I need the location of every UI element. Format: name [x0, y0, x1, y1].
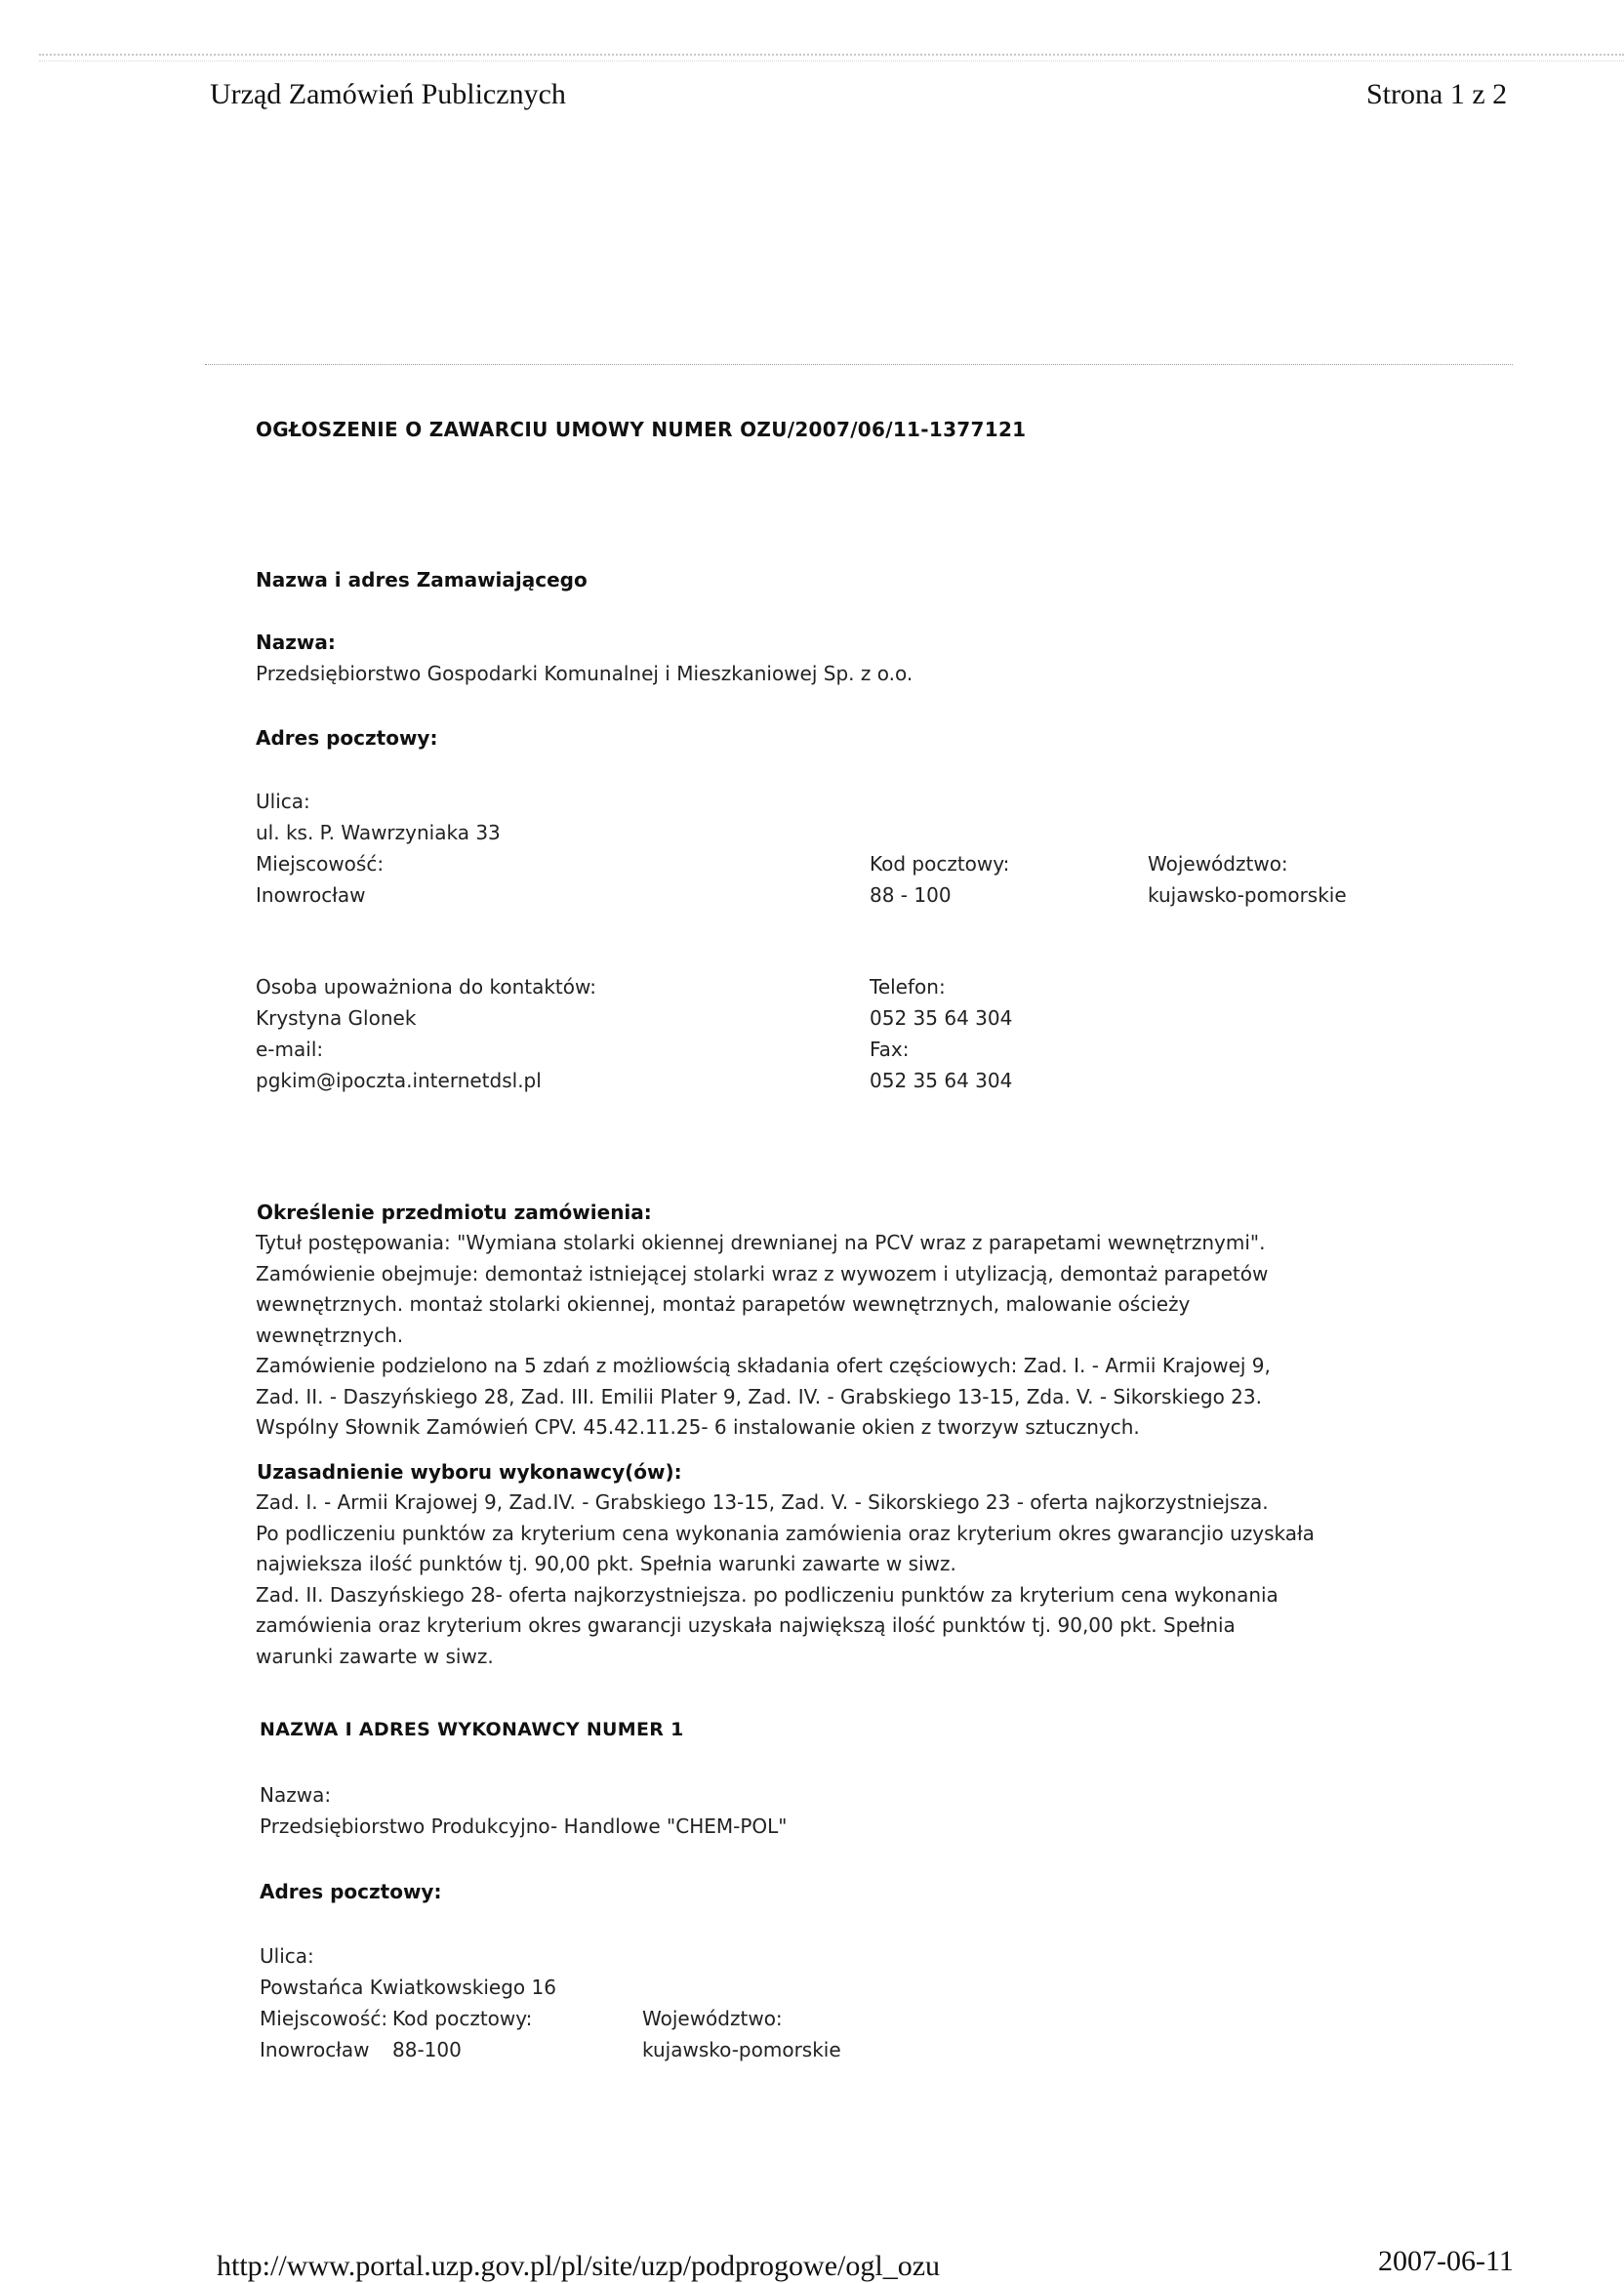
contractor-city-label: Miejscowość:	[260, 2007, 388, 2030]
header-page-number: Strona 1 z 2	[1366, 78, 1508, 110]
authority-postal-label: Kod pocztowy:	[870, 852, 1010, 876]
subject-line: Zad. II. - Daszyńskiego 28, Zad. III. Emilii Plater 9, Zad. IV. - Grabskiego 13-15, Zda. V. - Sikorskiego 23.	[256, 1384, 1262, 1408]
contractor-postal-label: Kod pocztowy:	[392, 2007, 533, 2030]
subject-heading: Określenie przedmiotu zamówienia:	[257, 1201, 652, 1224]
section-heading-authority: Nazwa i adres Zamawiającego	[256, 568, 588, 591]
footer-url: http://www.portal.uzp.gov.pl/pl/site/uzp/podprogowe/ogl_ozu	[217, 2250, 941, 2282]
subject-line: wewnętrznych. montaż stolarki okiennej, montaż parapetów wewnętrznych, malowanie ościeży	[256, 1292, 1191, 1316]
subject-description	[256, 1228, 1515, 1444]
contractor-postal-value: 88-100	[392, 2038, 462, 2061]
fax-label: Fax:	[870, 1038, 910, 1061]
authority-street-value: ul. ks. P. Wawrzyniaka 33	[256, 821, 501, 844]
contractor-heading: NAZWA I ADRES WYKONAWCY NUMER 1	[260, 1719, 684, 1740]
notice-title: OGŁOSZENIE O ZAWARCIU UMOWY NUMER OZU/2007/06/11-1377121	[256, 418, 1027, 441]
fax-value: 052 35 64 304	[870, 1069, 1013, 1092]
subject-line: Tytuł postępowania: "Wymiana stolarki okiennej drewnianej na PCV wraz z parapetami wewnętrznymi".	[256, 1231, 1266, 1254]
footer-date: 2007-06-11	[1378, 2245, 1514, 2277]
contractor-province-value: kujawsko-pomorskie	[642, 2038, 841, 2061]
header-office-name: Urząd Zamówień Publicznych	[210, 78, 566, 110]
subject-line: Wspólny Słownik Zamówień CPV. 45.42.11.25- 6 instalowanie okien z tworzyw sztucznych.	[256, 1415, 1140, 1439]
authority-street-label: Ulica:	[256, 790, 310, 813]
phone-label: Telefon:	[870, 975, 946, 999]
email-value: pgkim@ipoczta.internetdsl.pl	[256, 1069, 542, 1092]
contact-person-label: Osoba upoważniona do kontaktów:	[256, 975, 597, 999]
contact-person-value: Krystyna Glonek	[256, 1006, 417, 1030]
contractor-province-label: Województwo:	[642, 2007, 783, 2030]
contractor-address-heading: Adres pocztowy:	[260, 1880, 442, 1903]
divider	[205, 364, 1513, 365]
authority-city-label: Miejscowość:	[256, 852, 385, 876]
justification-line: zamówienia oraz kryterium okres gwarancji uzyskała największą ilość punktów tj. 90,00 pkt. Spełnia	[256, 1613, 1236, 1637]
justification-line: najwieksza ilość punktów tj. 90,00 pkt. Spełnia warunki zawarte w siwz.	[256, 1552, 956, 1575]
authority-name-label: Nazwa:	[256, 631, 336, 654]
justification-line: Zad. II. Daszyńskiego 28- oferta najkorzystniejsza. po podliczeniu punktów za kryterium cena wykonania	[256, 1582, 1279, 1607]
phone-value: 052 35 64 304	[870, 1006, 1013, 1030]
justification-line: Po podliczeniu punktów za kryterium cena wykonania zamówienia oraz kryterium okres gwarancjio uzyskała	[256, 1521, 1315, 1545]
authority-city-value: Inowrocław	[256, 883, 366, 907]
authority-name-value: Przedsiębiorstwo Gospodarki Komunalnej i Mieszkaniowej Sp. z o.o.	[256, 662, 914, 685]
email-label: e-mail:	[256, 1038, 324, 1061]
justification-line: warunki zawarte w siwz.	[256, 1644, 494, 1668]
authority-province-label: Województwo:	[1148, 852, 1288, 876]
subject-line: wewnętrznych.	[256, 1323, 404, 1347]
justification-text	[256, 1488, 1515, 1672]
contractor-name-value: Przedsiębiorstwo Produkcyjno- Handlowe "CHEM-POL"	[260, 1814, 788, 1838]
contractor-street-value: Powstańca Kwiatkowskiego 16	[260, 1976, 556, 1999]
justification-heading: Uzasadnienie wyboru wykonawcy(ów):	[257, 1460, 682, 1484]
authority-postal-value: 88 - 100	[870, 883, 952, 907]
justification-line: Zad. I. - Armii Krajowej 9, Zad.IV. - Grabskiego 13-15, Zad. V. - Sikorskiego 23 - oferta najkorzystniejsza.	[256, 1490, 1269, 1514]
authority-address-heading: Adres pocztowy:	[256, 726, 438, 750]
contractor-name-label: Nazwa:	[260, 1783, 332, 1807]
authority-province-value: kujawsko-pomorskie	[1148, 883, 1347, 907]
subject-line: Zamówienie obejmuje: demontaż istniejącej stolarki wraz z wywozem i utylizacją, demontaż parapetów	[256, 1261, 1269, 1285]
contractor-city-value: Inowrocław	[260, 2038, 370, 2061]
subject-line: Zamówienie podzielono na 5 zdań z możliowścią składania ofert częściowych: Zad. I. - Armii Krajowej 9,	[256, 1354, 1271, 1377]
contractor-street-label: Ulica:	[260, 1944, 314, 1968]
scan-artifact-line	[39, 54, 1624, 56]
